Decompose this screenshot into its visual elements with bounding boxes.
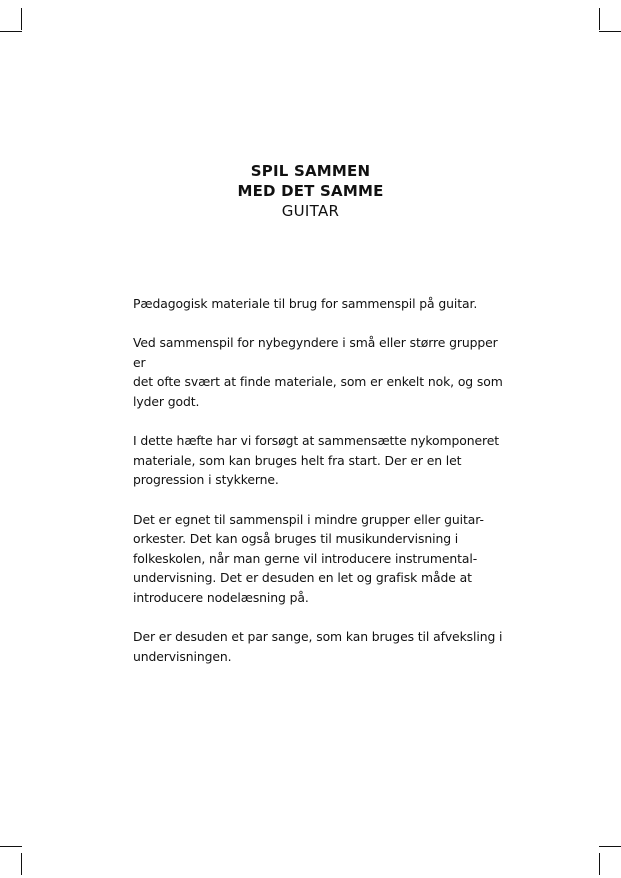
text-line: Det er egnet til sammenspil i mindre grupper eller guitar- <box>133 511 484 527</box>
text-line: undervisning. Det er desuden en let og grafisk måde at <box>133 570 472 586</box>
text-line: materiale, som kan bruges helt fra start. Der er en let <box>133 452 462 468</box>
crop-mark-bottom-left-horizontal <box>0 846 22 847</box>
paragraph-booklet <box>133 431 503 490</box>
crop-mark-bottom-right-vertical <box>599 853 600 875</box>
text-line: lyder godt. <box>133 393 200 409</box>
crop-mark-top-right-vertical <box>599 8 600 30</box>
crop-mark-bottom-left-vertical <box>21 853 22 875</box>
text-line: I dette hæfte har vi forsøgt at sammensætte nykomponeret <box>133 433 500 449</box>
paragraph-beginners <box>133 333 503 411</box>
text-line: det ofte svært at finde materiale, som er enkelt nok, og som <box>133 374 503 390</box>
paragraph-usage <box>133 510 503 608</box>
text-line: orkester. Det kan også bruges til musikundervisning i <box>133 531 459 547</box>
text-line: Der er desuden et par sange, som kan bruges til afveksling i <box>133 629 503 645</box>
title-line-1: SPIL SAMMEN <box>250 162 371 180</box>
text-line: introducere nodelæsning på. <box>133 589 309 605</box>
paragraph-intro <box>133 294 503 314</box>
text-line: progression i stykkerne. <box>133 472 279 488</box>
crop-mark-top-left-vertical <box>21 8 22 30</box>
paragraph-songs <box>133 627 503 666</box>
title-line-2: MED DET SAMME <box>237 182 384 200</box>
text-line: undervisningen. <box>133 648 232 664</box>
crop-mark-top-right-horizontal <box>599 31 621 32</box>
text-line: folkeskolen, når man gerne vil introducere instrumental- <box>133 550 478 566</box>
title-subtitle: GUITAR <box>281 202 340 220</box>
text-line: Ved sammenspil for nybegyndere i små eller større grupper er <box>133 335 498 370</box>
page-title <box>0 161 621 221</box>
body-text <box>133 294 503 666</box>
text-line: Pædagogisk materiale til brug for sammenspil på guitar. <box>133 296 478 311</box>
crop-mark-top-left-horizontal <box>0 31 22 32</box>
crop-mark-bottom-right-horizontal <box>599 846 621 847</box>
